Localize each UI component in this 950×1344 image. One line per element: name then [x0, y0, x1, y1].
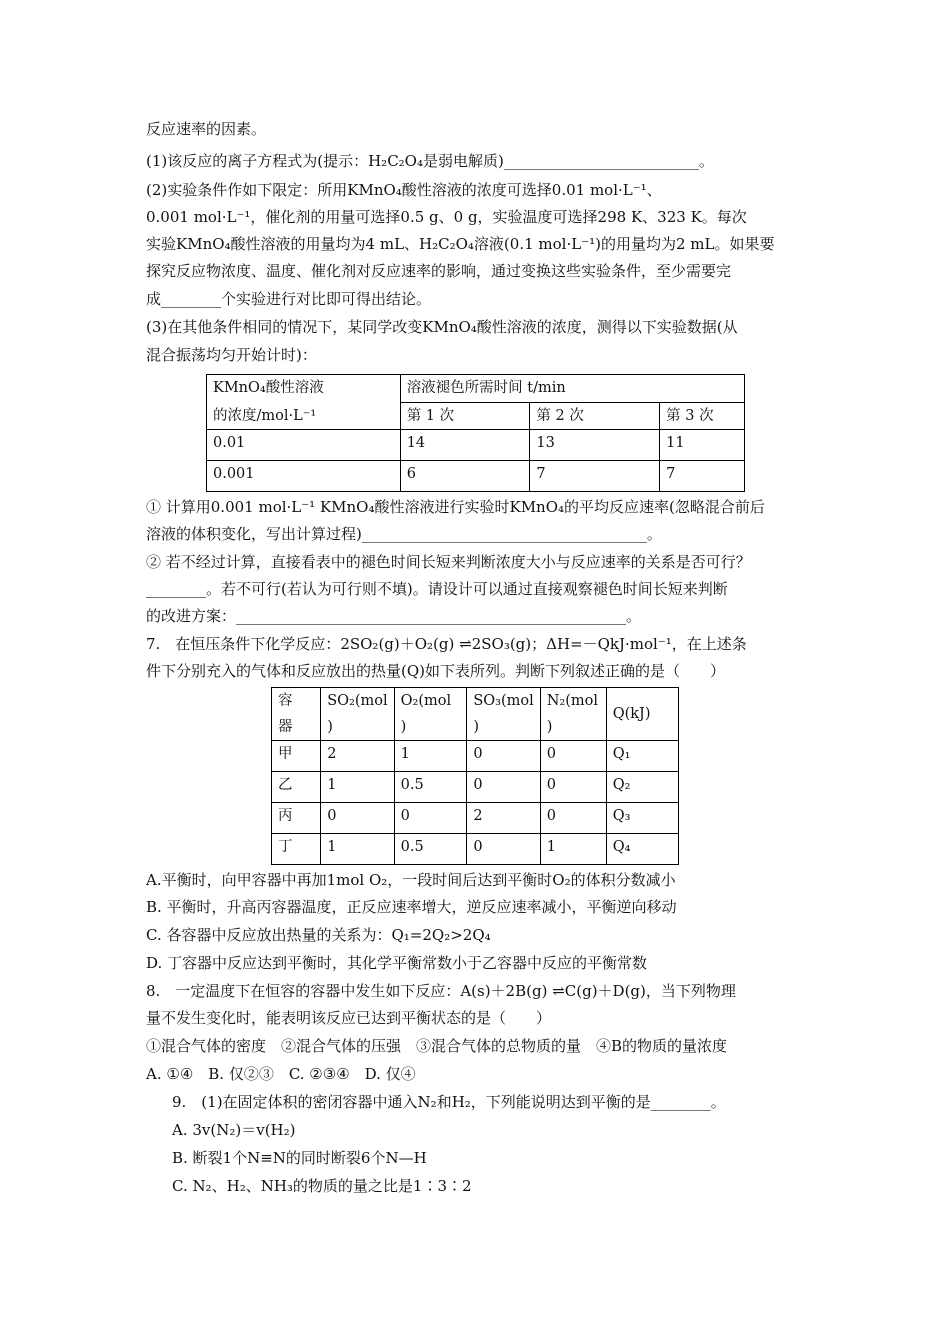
q7-option-b: B. 平衡时，升高丙容器温度，正反应速率增大，逆反应速率减小，平衡逆向移动	[146, 898, 677, 916]
table-cell: 0.01	[207, 430, 401, 461]
table-row	[207, 430, 745, 461]
header-n2: N₂(mol )	[540, 688, 606, 741]
q8-stem-line2: 量不发生变化时，能表明该反应已达到平衡状态的是（ ）	[146, 1009, 552, 1027]
q6-part2-line2: 0.001 mol·L⁻¹，催化剂的用量可选择0.5 g、0 g，实验温度可选择298 K、323 K。每次	[146, 208, 747, 226]
table-cell: 0.5	[394, 834, 467, 865]
q6-sub1-line1: ① 计算用0.001 mol·L⁻¹ KMnO₄酸性溶液进行实验时KMnO₄的平均反应速率(忽略混合前后	[146, 498, 765, 516]
q6-part3-line1: (3)在其他条件相同的情况下，某同学改变KMnO₄酸性溶液的浓度，测得以下实验数据(从	[146, 318, 738, 336]
table-cell: 0	[467, 741, 540, 772]
q9-option-b: B. 断裂1个N≡N的同时断裂6个N—H	[172, 1149, 427, 1167]
table-row	[272, 688, 679, 741]
table-cell: 乙	[272, 772, 321, 803]
table-cell: 丙	[272, 803, 321, 834]
table-cell: 2	[467, 803, 540, 834]
table-cell: 0	[321, 803, 394, 834]
q7-option-a: A.平衡时，向甲容器中再加1mol O₂，一段时间后达到平衡时O₂的体积分数减小	[146, 871, 676, 889]
table-cell: 13	[530, 430, 660, 461]
q6-part3-line2: 混合振荡均匀开始计时)：	[146, 346, 317, 364]
table-cell: 甲	[272, 741, 321, 772]
q8-stem-line1: 8. 一定温度下在恒容的容器中发生如下反应：A(s)＋2B(g) ⇌C(g)＋D(g)，当下列物理	[146, 982, 736, 1000]
table-cell: 0.001	[207, 461, 401, 492]
table-cell: 0	[467, 834, 540, 865]
q6-sub2-line3: 的改进方案：____________________________________________________。	[146, 607, 642, 625]
header-run-2: 第 2 次	[530, 402, 660, 430]
q7-option-c: C. 各容器中反应放出热量的关系为：Q₁=2Q₂>2Q₄	[146, 926, 491, 944]
table-cell: Q₂	[606, 772, 678, 803]
table-cell: 1	[321, 834, 394, 865]
header-so2: SO₂(mol )	[321, 688, 394, 741]
table-row	[207, 461, 745, 492]
table-cell: 7	[530, 461, 660, 492]
table-row	[272, 803, 679, 834]
table-cell: 0	[540, 772, 606, 803]
table-cell: 0	[394, 803, 467, 834]
header-run-1: 第 1 次	[400, 402, 530, 430]
table-cell: Q₃	[606, 803, 678, 834]
vessel-table	[271, 687, 679, 865]
kmno4-data-table	[206, 374, 745, 492]
header-o2: O₂(mol )	[394, 688, 467, 741]
q8-options: A. ①④ B. 仅②③ C. ②③④ D. 仅④	[146, 1065, 416, 1083]
table-cell: Q₁	[606, 741, 678, 772]
table-cell: 1	[394, 741, 467, 772]
q6-part2-line4: 探究反应物浓度、温度、催化剂对反应速率的影响，通过变换这些实验条件，至少需要完	[146, 262, 732, 280]
q6-part2-line1: (2)实验条件作如下限定：所用KMnO₄酸性溶液的浓度可选择0.01 mol·L⁻¹、	[146, 181, 662, 199]
table-cell: 0	[540, 741, 606, 772]
table-cell: 6	[400, 461, 530, 492]
q8-items: ①混合气体的密度 ②混合气体的压强 ③混合气体的总物质的量 ④B的物质的量浓度	[146, 1037, 728, 1055]
q6-sub2-line1: ② 若不经过计算，直接看表中的褪色时间长短来判断浓度大小与反应速率的关系是否可行？	[146, 553, 751, 571]
q9-stem: 9. (1)在固定体积的密闭容器中通入N₂和H₂，下列能说明达到平衡的是________。	[172, 1093, 726, 1111]
header-concentration: KMnO₄酸性溶液 的浓度/mol·L⁻¹	[207, 375, 401, 430]
header-q: Q(kJ)	[606, 688, 678, 741]
intro-line: 反应速率的因素。	[146, 120, 267, 138]
table-row	[207, 375, 745, 403]
table-row	[272, 741, 679, 772]
table-cell: 1	[540, 834, 606, 865]
q6-part2-line5: 成________个实验进行对比即可得出结论。	[146, 290, 432, 308]
q7-stem-line2: 件下分别充入的气体和反应放出的热量(Q)如下表所列。判断下列叙述正确的是（ ）	[146, 662, 726, 680]
q7-stem-line1: 7. 在恒压条件下化学反应：2SO₂(g)＋O₂(g) ⇌2SO₃(g)；ΔH=－QkJ·mol⁻¹，在上述条	[146, 635, 747, 653]
table-cell: 1	[321, 772, 394, 803]
table-cell: 7	[660, 461, 745, 492]
table-cell: 0	[540, 803, 606, 834]
header-fade-time: 溶液褪色所需时间 t/min	[400, 375, 744, 403]
q9-option-c: C. N₂、H₂、NH₃的物质的量之比是1∶3∶2	[172, 1177, 472, 1195]
q6-part2-line3: 实验KMnO₄酸性溶液的用量均为4 mL、H₂C₂O₄溶液(0.1 mol·L⁻¹)的用量均为2 mL。如果要	[146, 235, 775, 253]
q6-sub2-line2: ________。若不可行(若认为可行则不填)。请设计可以通过直接观察褪色时间长短来判断	[146, 580, 728, 598]
table-cell: Q₄	[606, 834, 678, 865]
header-vessel: 容 器	[272, 688, 321, 741]
table-cell: 2	[321, 741, 394, 772]
table-cell: 0.5	[394, 772, 467, 803]
table-row	[272, 772, 679, 803]
header-so3: SO₃(mol )	[467, 688, 540, 741]
q7-option-d: D. 丁容器中反应达到平衡时，其化学平衡常数小于乙容器中反应的平衡常数	[146, 954, 648, 972]
table-row	[272, 834, 679, 865]
table-cell: 11	[660, 430, 745, 461]
table-cell: 0	[467, 772, 540, 803]
q6-sub1-line2: 溶液的体积变化，写出计算过程)______________________________________。	[146, 525, 662, 543]
table-cell: 14	[400, 430, 530, 461]
table-cell: 丁	[272, 834, 321, 865]
q9-option-a: A. 3v(N₂)＝v(H₂)	[172, 1121, 296, 1139]
header-run-3: 第 3 次	[660, 402, 745, 430]
q6-part1: (1)该反应的离子方程式为(提示：H₂C₂O₄是弱电解质)__________________________。	[146, 152, 714, 170]
